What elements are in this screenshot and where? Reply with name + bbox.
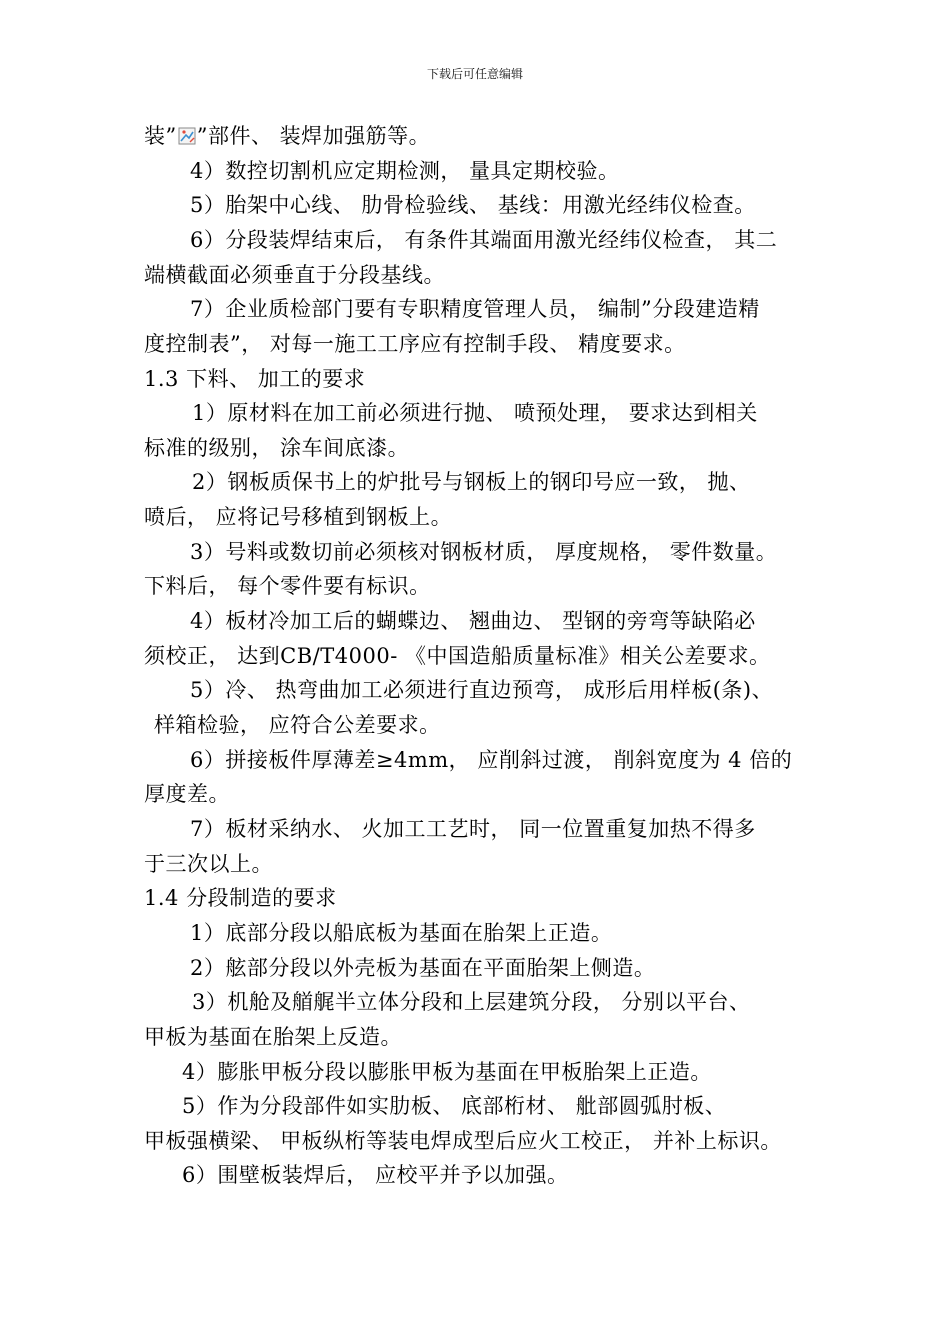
text-line-17: 5）冷、 热弯曲加工必须进行直边预弯， 成形后用样板(条)、 [190,678,774,702]
text-line-29: 5）作为分段部件如实肋板、 底部桁材、 舭部圆弧肘板、 [182,1094,727,1118]
text-fragment: ”部件、 装焊加强筋等。 [196,124,431,148]
text-line-21: 7）板材采纳水、 火加工工艺时， 同一位置重复加热不得多 [190,817,756,841]
text-line-13: 3）号料或数切前必须核对钢板材质， 厚度规格， 零件数量。 [190,540,778,564]
text-line-1 [144,121,430,151]
text-line-9: 1）原材料在加工前必须进行抛、 喷预处理， 要求达到相关 [192,401,758,425]
text-line-19: 6）拼接板件厚薄差≥4mm， 应削斜过渡， 削斜宽度为 4 倍的 [190,748,793,772]
page-header: 下载后可任意编辑 [426,67,523,81]
text-line-2: 4）数控切割机应定期检测， 量具定期校验。 [190,159,620,183]
text-line-30: 甲板强横梁、 甲板纵桁等装电焊成型后应火工校正， 并补上标识。 [144,1129,782,1153]
section-heading-1-3: 1.3 下料、 加工的要求 [144,367,366,391]
text-line-18: 样箱检验， 应符合公差要求。 [154,713,441,737]
broken-image-icon [178,123,196,141]
text-line-12: 喷后， 应将记号移植到钢板上。 [144,505,453,529]
text-line-14: 下料后， 每个零件要有标识。 [144,574,431,598]
text-line-31: 6）围壁板装焊后， 应校平并予以加强。 [182,1163,569,1187]
text-line-11: 2）钢板质保书上的炉批号与钢板上的钢印号应一致， 抛、 [192,470,751,494]
text-line-22: 于三次以上。 [144,852,273,876]
text-line-20: 厚度差。 [144,782,230,806]
text-line-16: 须校正， 达到CB/T4000- 《中国造船质量标准》相关公差要求。 [144,644,771,668]
text-line-7: 度控制表”， 对每一施工工序应有控制手段、 精度要求。 [144,332,686,356]
section-heading-1-4: 1.4 分段制造的要求 [144,886,337,910]
text-line-25: 2）舷部分段以外壳板为基面在平面胎架上侧造。 [190,956,656,980]
text-line-4: 6）分段装焊结束后， 有条件其端面用激光经纬仪检查， 其二 [190,228,778,252]
text-line-27: 甲板为基面在胎架上反造。 [144,1025,402,1049]
text-line-10: 标准的级别， 涂车间底漆。 [144,436,410,460]
text-line-28: 4）膨胀甲板分段以膨胀甲板为基面在甲板胎架上正造。 [182,1060,712,1084]
text-line-3: 5）胎架中心线、 肋骨检验线、 基线：用激光经纬仪检查。 [190,193,756,217]
text-line-24: 1）底部分段以船底板为基面在胎架上正造。 [190,921,613,945]
text-line-5: 端横截面必须垂直于分段基线。 [144,263,445,287]
text-line-6: 7）企业质检部门要有专职精度管理人员， 编制”分段建造精 [190,297,760,321]
text-line-15: 4）板材冷加工后的蝴蝶边、 翘曲边、 型钢的旁弯等缺陷必 [190,609,756,633]
text-fragment: 装” [144,124,177,148]
text-line-26: 3）机舱及艏艉半立体分段和上层建筑分段， 分别以平台、 [192,990,751,1014]
